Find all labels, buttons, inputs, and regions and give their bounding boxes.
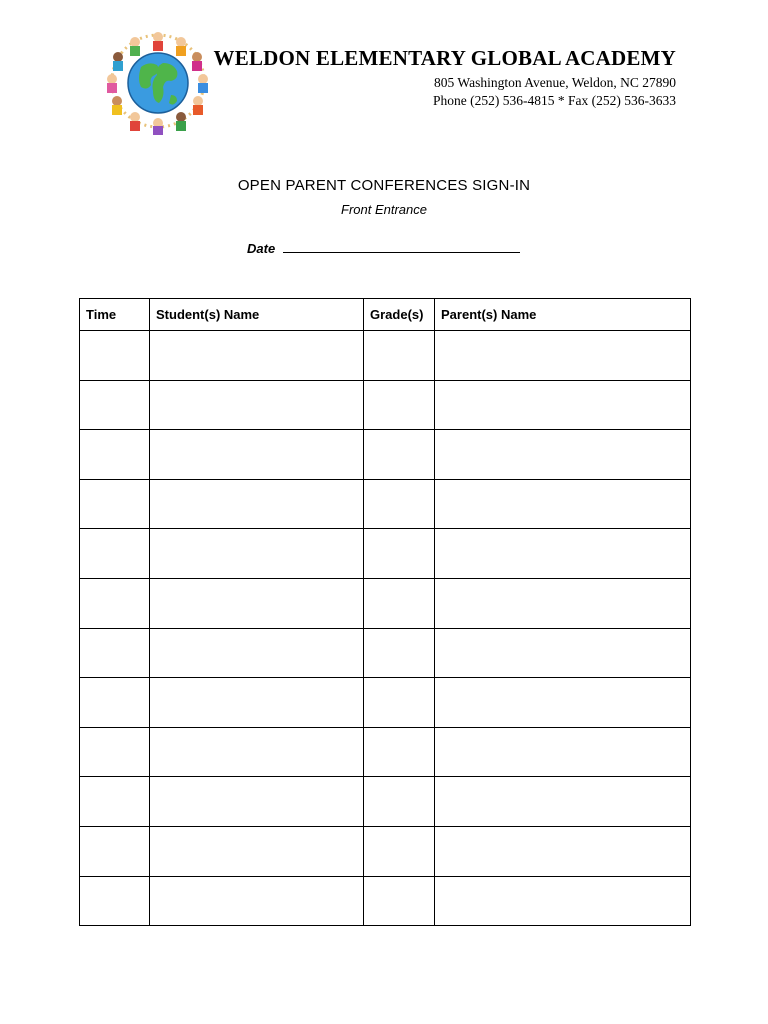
cell-time[interactable] bbox=[80, 628, 150, 678]
date-label: Date bbox=[247, 241, 276, 256]
cell-grade[interactable] bbox=[364, 777, 435, 827]
column-header-parent-name: Parent(s) Name bbox=[435, 299, 691, 331]
table-row bbox=[80, 430, 691, 480]
column-header-student-name: Student(s) Name bbox=[150, 299, 364, 331]
school-logo bbox=[101, 25, 216, 136]
school-name: WELDON ELEMENTARY GLOBAL ACADEMY bbox=[213, 46, 676, 70]
cell-student-name[interactable] bbox=[150, 479, 364, 529]
school-address: 805 Washington Avenue, Weldon, NC 27890 bbox=[434, 75, 676, 90]
school-phone-fax: Phone (252) 536-4815 * Fax (252) 536-3633 bbox=[433, 93, 676, 108]
cell-student-name[interactable] bbox=[150, 628, 364, 678]
cell-time[interactable] bbox=[80, 777, 150, 827]
table-row bbox=[80, 479, 691, 529]
cell-parent-name[interactable] bbox=[435, 678, 691, 728]
cell-time[interactable] bbox=[80, 578, 150, 628]
table-header-row bbox=[80, 299, 691, 331]
cell-student-name[interactable] bbox=[150, 578, 364, 628]
table-row bbox=[80, 826, 691, 876]
cell-parent-name[interactable] bbox=[435, 578, 691, 628]
cell-grade[interactable] bbox=[364, 529, 435, 579]
table-row bbox=[80, 727, 691, 777]
cell-parent-name[interactable] bbox=[435, 380, 691, 430]
cell-student-name[interactable] bbox=[150, 529, 364, 579]
cell-grade[interactable] bbox=[364, 727, 435, 777]
cell-grade[interactable] bbox=[364, 430, 435, 480]
cell-time[interactable] bbox=[80, 826, 150, 876]
cell-student-name[interactable] bbox=[150, 678, 364, 728]
cell-parent-name[interactable] bbox=[435, 479, 691, 529]
cell-parent-name[interactable] bbox=[435, 777, 691, 827]
cell-student-name[interactable] bbox=[150, 727, 364, 777]
cell-parent-name[interactable] bbox=[435, 529, 691, 579]
cell-parent-name[interactable] bbox=[435, 727, 691, 777]
cell-parent-name[interactable] bbox=[435, 331, 691, 381]
column-header-time: Time bbox=[80, 299, 150, 331]
cell-time[interactable] bbox=[80, 529, 150, 579]
form-title: OPEN PARENT CONFERENCES SIGN-IN bbox=[237, 177, 531, 194]
cell-parent-name[interactable] bbox=[435, 430, 691, 480]
date-row bbox=[247, 239, 520, 256]
cell-time[interactable] bbox=[80, 430, 150, 480]
cell-student-name[interactable] bbox=[150, 876, 364, 926]
globe bbox=[128, 53, 188, 113]
table-body bbox=[80, 331, 691, 926]
cell-time[interactable] bbox=[80, 727, 150, 777]
table-row bbox=[80, 380, 691, 430]
sign-in-table bbox=[79, 298, 691, 926]
table-row bbox=[80, 628, 691, 678]
table-row bbox=[80, 578, 691, 628]
cell-grade[interactable] bbox=[364, 678, 435, 728]
school-contact-block bbox=[433, 74, 676, 110]
cell-time[interactable] bbox=[80, 678, 150, 728]
table-row bbox=[80, 777, 691, 827]
cell-grade[interactable] bbox=[364, 380, 435, 430]
table-row bbox=[80, 876, 691, 926]
globe-children-logo-icon bbox=[101, 25, 216, 136]
cell-student-name[interactable] bbox=[150, 777, 364, 827]
cell-grade[interactable] bbox=[364, 331, 435, 381]
cell-grade[interactable] bbox=[364, 578, 435, 628]
cell-student-name[interactable] bbox=[150, 380, 364, 430]
cell-time[interactable] bbox=[80, 380, 150, 430]
cell-time[interactable] bbox=[80, 479, 150, 529]
cell-time[interactable] bbox=[80, 331, 150, 381]
table-row bbox=[80, 678, 691, 728]
form-subtitle: Front Entrance bbox=[341, 202, 427, 217]
cell-student-name[interactable] bbox=[150, 331, 364, 381]
cell-grade[interactable] bbox=[364, 826, 435, 876]
column-header-grade: Grade(s) bbox=[364, 299, 435, 331]
cell-student-name[interactable] bbox=[150, 826, 364, 876]
cell-student-name[interactable] bbox=[150, 430, 364, 480]
cell-time[interactable] bbox=[80, 876, 150, 926]
date-field[interactable] bbox=[283, 239, 520, 253]
cell-grade[interactable] bbox=[364, 628, 435, 678]
table-row bbox=[80, 529, 691, 579]
cell-grade[interactable] bbox=[364, 479, 435, 529]
cell-grade[interactable] bbox=[364, 876, 435, 926]
cell-parent-name[interactable] bbox=[435, 876, 691, 926]
cell-parent-name[interactable] bbox=[435, 628, 691, 678]
cell-parent-name[interactable] bbox=[435, 826, 691, 876]
table-row bbox=[80, 331, 691, 381]
